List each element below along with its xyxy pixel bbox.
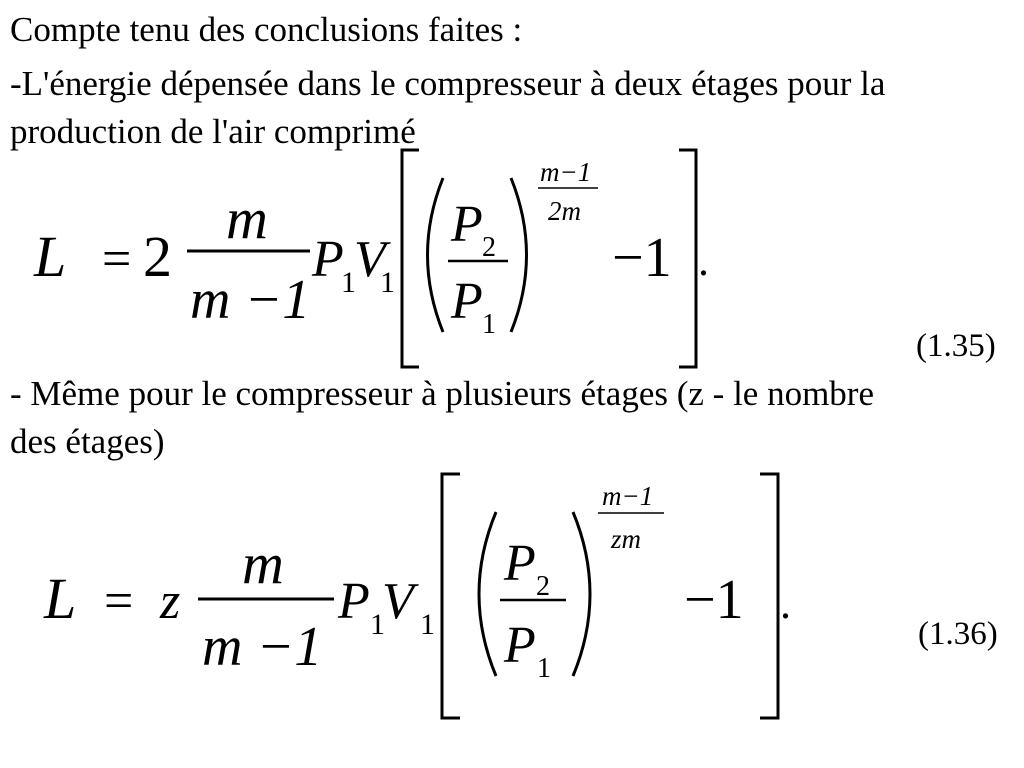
eq1-p-subscript: 1: [341, 266, 356, 299]
eq2-lhs: L: [44, 566, 77, 631]
eq1-ratio-numerator: P: [451, 196, 483, 253]
eq2-minus-one: −1: [684, 569, 744, 631]
eq2-period: .: [780, 579, 791, 628]
eq1-ratio-denominator-subscript: 1: [482, 309, 496, 340]
eq2-ratio-numerator: P: [504, 535, 536, 592]
eq2-fraction-denominator: m −1: [202, 616, 323, 678]
eq2-p: P: [338, 573, 370, 630]
eq2-ratio-denominator: P: [504, 617, 536, 674]
eq2-right-paren: [573, 512, 590, 676]
equation-number-2: (1.36): [918, 616, 998, 652]
eq1-v-subscript: 1: [380, 266, 395, 299]
eq1-p: P: [312, 231, 344, 288]
text-line-5: des étages): [10, 422, 165, 461]
eq2-exponent-denominator: zm: [611, 524, 642, 554]
eq1-fraction-denominator: m −1: [190, 269, 311, 331]
eq2-ratio-numerator-subscript: 2: [536, 571, 550, 602]
eq2-exponent-numerator: m−1: [602, 481, 654, 511]
eq1-lhs: L: [34, 224, 67, 289]
eq1-coefficient: 2: [143, 224, 172, 289]
eq2-left-paren: [479, 512, 496, 676]
text-line-4: - Même pour le compresseur à plusieurs étages (z - le nombre: [10, 374, 874, 413]
text-line-2: -L'énergie dépensée dans le compresseur à deux étages pour la: [10, 64, 886, 103]
eq1-fraction-numerator: m: [226, 186, 268, 251]
eq2-p-subscript: 1: [370, 608, 385, 641]
equation-number-1: (1.35): [916, 328, 996, 364]
eq1-period: .: [698, 236, 709, 285]
eq2-v: V: [382, 573, 414, 630]
eq1-v: V: [354, 231, 386, 288]
eq2-left-bracket: [442, 474, 460, 718]
eq2-right-bracket: [760, 474, 778, 718]
eq1-minus-one: −1: [612, 227, 672, 289]
eq2-fraction-numerator: m: [242, 531, 284, 596]
eq1-ratio-denominator: P: [451, 273, 483, 330]
eq1-exponent-denominator: 2m: [548, 196, 581, 226]
text-line-3: production de l'air comprimé: [10, 112, 416, 151]
eq2-ratio-denominator-subscript: 1: [537, 653, 551, 684]
eq2-coefficient: z: [160, 573, 181, 630]
eq2-equals: =: [104, 573, 134, 630]
eq2-v-subscript: 1: [420, 608, 435, 641]
eq1-equals: =: [102, 231, 132, 288]
text-line-1: Compte tenu des conclusions faites :: [10, 10, 523, 49]
eq1-exponent-numerator: m−1: [540, 157, 592, 187]
eq1-ratio-numerator-subscript: 2: [482, 232, 496, 263]
